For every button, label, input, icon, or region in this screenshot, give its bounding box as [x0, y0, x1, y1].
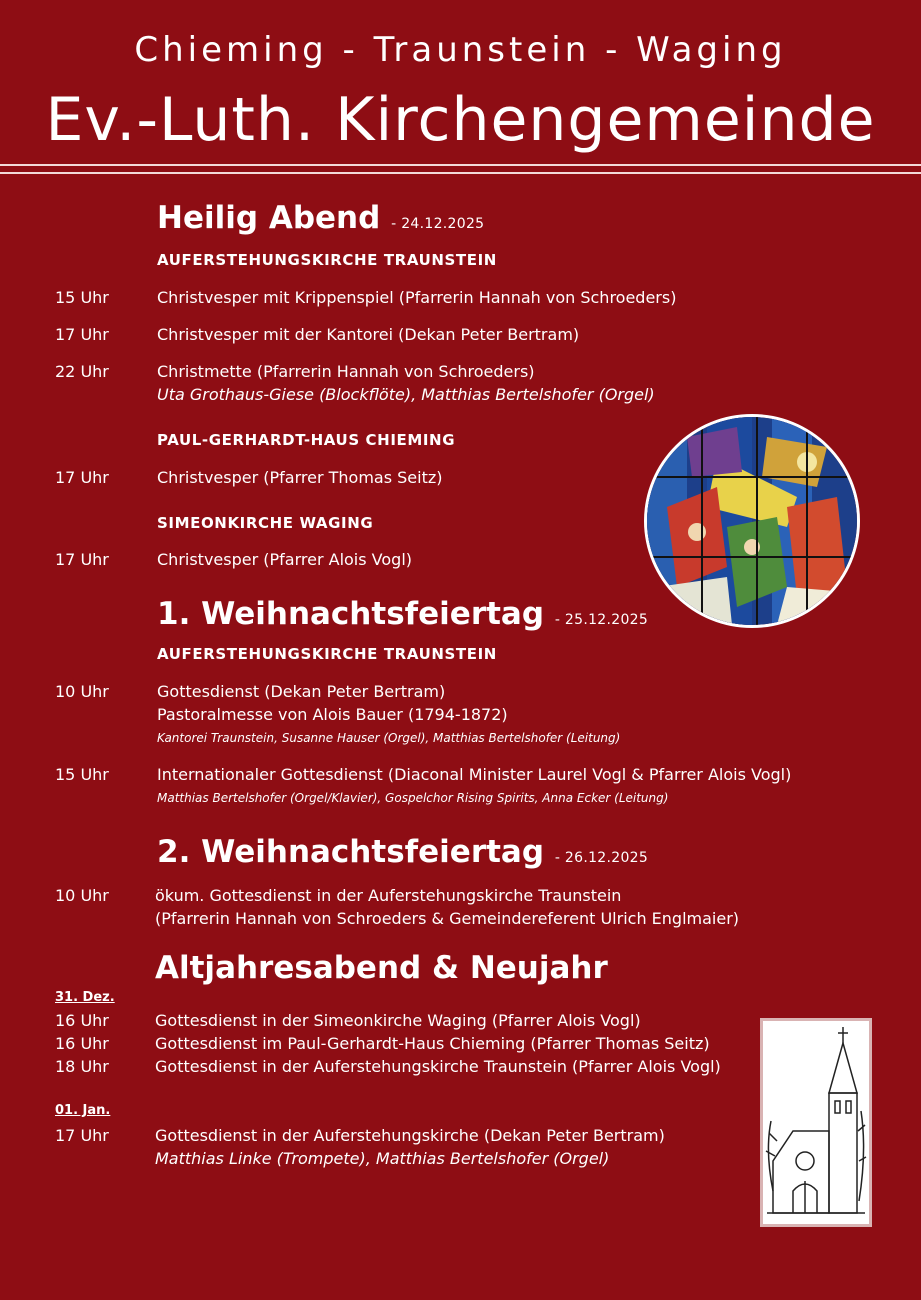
- section-weihnacht1-heading: [157, 594, 648, 640]
- event-text-line2: Pastoralmesse von Alois Bauer (1794-1872): [157, 705, 508, 724]
- section-date: - 25.12.2025: [554, 612, 649, 628]
- event-detail: Kantorei Traunstein, Susanne Hauser (Orgel), Matthias Bertelshofer (Leitung): [157, 731, 621, 745]
- event-time: 17 Uhr: [55, 468, 109, 487]
- event-text: Christmette (Pfarrerin Hannah von Schroeders): [157, 362, 535, 381]
- header-divider-top: [0, 164, 921, 166]
- day-heading: 01. Jan.: [55, 1103, 111, 1118]
- event-time: 16 Uhr: [55, 1034, 109, 1053]
- event-text: Christvesper mit Krippenspiel (Pfarrerin Hannah von Schroeders): [157, 288, 677, 307]
- event-time: 17 Uhr: [55, 550, 109, 569]
- location-heading: PAUL-GERHARDT-HAUS CHIEMING: [157, 431, 456, 449]
- event-text: Gottesdienst im Paul-Gerhardt-Haus Chieming (Pfarrer Thomas Seitz): [155, 1034, 710, 1053]
- event-text: Gottesdienst in der Simeonkirche Waging (Pfarrer Alois Vogl): [155, 1011, 641, 1030]
- section-title: 2. Weihnachtsfeiertag: [157, 834, 545, 870]
- event-detail: Uta Grothaus-Giese (Blockflöte), Matthias Bertelshofer (Orgel): [157, 385, 655, 404]
- section-date: - 24.12.2025: [391, 216, 485, 232]
- event-time: 22 Uhr: [55, 362, 109, 381]
- event-text: Christvesper (Pfarrer Thomas Seitz): [157, 468, 443, 487]
- event-text: Gottesdienst in der Auferstehungskirche Traunstein (Pfarrer Alois Vogl): [155, 1057, 721, 1076]
- section-title: Heilig Abend: [157, 200, 381, 236]
- event-time: 18 Uhr: [55, 1057, 109, 1076]
- event-text: ökum. Gottesdienst in der Auferstehungskirche Traunstein: [155, 886, 622, 905]
- section-date: - 26.12.2025: [554, 850, 649, 866]
- stained-glass-window-icon: [644, 414, 860, 628]
- section-heilig-abend-heading: [157, 198, 484, 244]
- event-time: 16 Uhr: [55, 1011, 109, 1030]
- church-drawing-icon: [763, 1021, 869, 1224]
- event-detail: Matthias Bertelshofer (Orgel/Klavier), Gospelchor Rising Spirits, Anna Ecker (Leitung): [157, 791, 669, 805]
- page-title: Ev.-Luth. Kirchengemeinde: [45, 85, 876, 155]
- section-title: Altjahresabend & Neujahr: [155, 950, 608, 986]
- location-heading: SIMEONKIRCHE WAGING: [157, 514, 374, 532]
- event-text-line2: (Pfarrerin Hannah von Schroeders & Gemeindereferent Ulrich Englmaier): [155, 909, 740, 928]
- day-heading: 31. Dez.: [55, 990, 115, 1005]
- section-title: 1. Weihnachtsfeiertag: [157, 596, 545, 632]
- event-time: 10 Uhr: [55, 682, 109, 701]
- event-time: 17 Uhr: [55, 325, 109, 344]
- location-heading: AUFERSTEHUNGSKIRCHE TRAUNSTEIN: [157, 251, 497, 269]
- event-detail: Matthias Linke (Trompete), Matthias Bertelshofer (Orgel): [155, 1149, 610, 1168]
- section-altjahr-heading: [155, 948, 608, 988]
- event-text: Christvesper (Pfarrer Alois Vogl): [157, 550, 412, 569]
- location-heading: AUFERSTEHUNGSKIRCHE TRAUNSTEIN: [157, 645, 497, 663]
- event-time: 10 Uhr: [55, 886, 109, 905]
- section-weihnacht2-heading: [157, 832, 648, 878]
- stained-glass-window-icon: [647, 417, 857, 625]
- church-drawing-icon: [760, 1018, 872, 1227]
- event-text: Internationaler Gottesdienst (Diaconal Minister Laurel Vogl & Pfarrer Alois Vogl): [157, 765, 792, 784]
- event-time: 17 Uhr: [55, 1126, 109, 1145]
- event-time: 15 Uhr: [55, 765, 109, 784]
- header-divider-bottom: [0, 172, 921, 174]
- event-text: Gottesdienst (Dekan Peter Bertram): [157, 682, 446, 701]
- event-text: Christvesper mit der Kantorei (Dekan Peter Bertram): [157, 325, 580, 344]
- header-subtitle: Chieming - Traunstein - Waging: [134, 30, 787, 70]
- event-time: 15 Uhr: [55, 288, 109, 307]
- event-text: Gottesdienst in der Auferstehungskirche (Dekan Peter Bertram): [155, 1126, 665, 1145]
